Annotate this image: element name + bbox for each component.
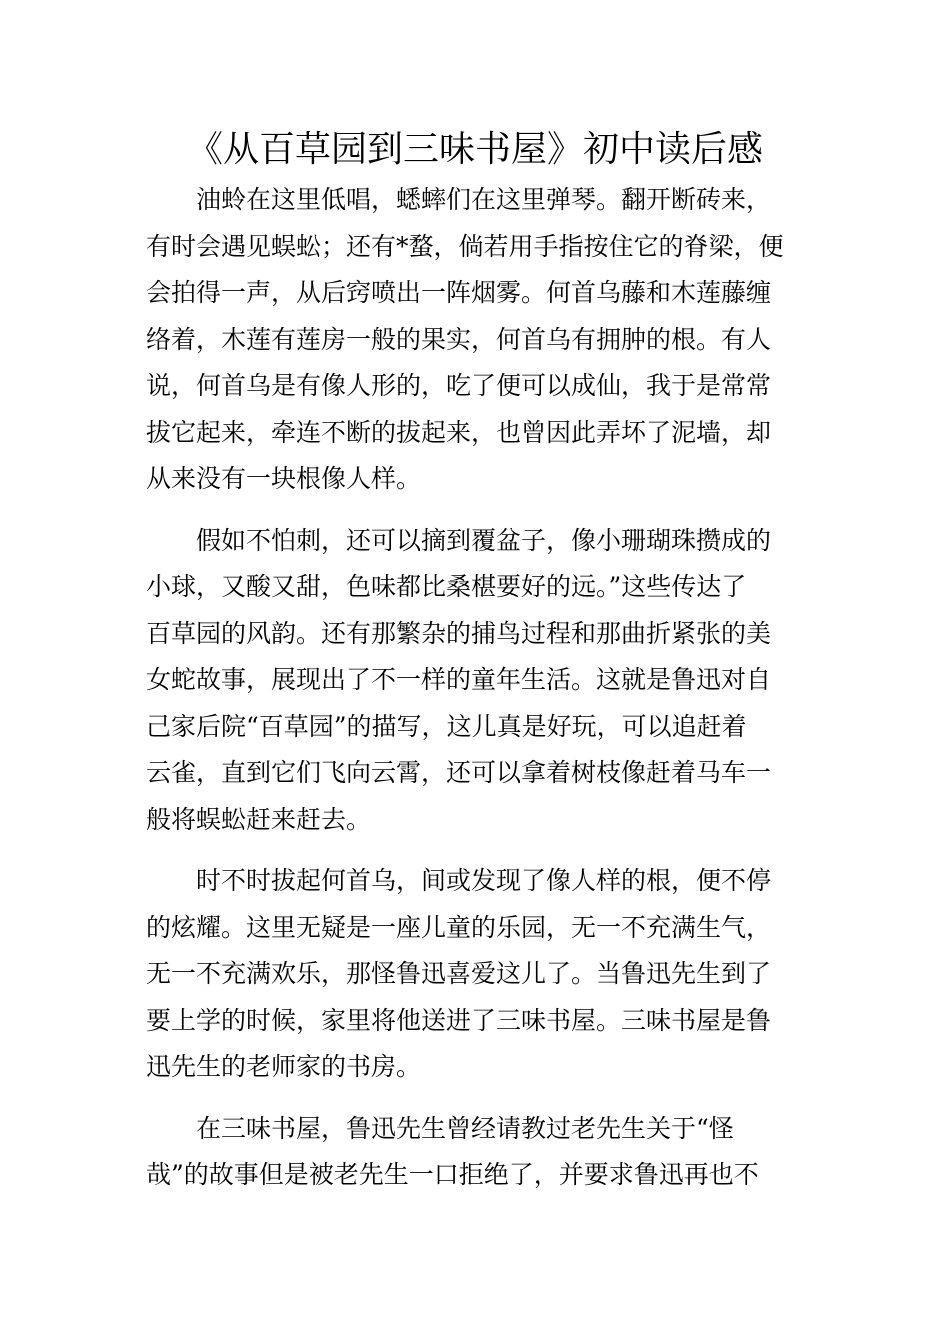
text-line: 会拍得一声，从后窍喷出一阵烟雾。何首乌藤和木莲藤缠 (146, 278, 772, 307)
document-title: 《从百草园到三味书屋》初中读后感 (186, 129, 763, 170)
text-line: 时不时拔起何首乌，间或发现了像人样的根，便不停 (196, 866, 772, 895)
text-line: 在三味书屋，鲁迅先生曾经请教过老先生关于“怪 (196, 1113, 734, 1143)
document-body (146, 177, 806, 1199)
text-line: 有时会遇见蜈蚣；还有*蝥，倘若用手指按住它的脊梁，便 (146, 231, 784, 261)
text-line: 般将蜈蚣赶来赶去。 (146, 804, 372, 834)
paragraph-2 (146, 518, 806, 844)
text-line: 拔它起来，牵连不断的拔起来，也曾因此弄坏了泥墙，却 (146, 417, 772, 447)
text-line: 油蛉在这里低唱，蟋蟀们在这里弹琴。翻开断砖来， (196, 185, 772, 214)
text-line: 哉”的故事但是被老先生一口拒绝了，并要求鲁迅再也不 (146, 1160, 759, 1189)
paragraph-3 (146, 858, 806, 1091)
paragraph-4 (146, 1106, 806, 1199)
text-line: 百草园的风韵。还有那繁杂的捕鸟过程和那曲折紧张的美 (146, 618, 772, 648)
text-line: 云雀，直到它们飞向云霄，还可以拿着树枝像赶着马车一 (146, 758, 772, 787)
paragraph-1 (146, 177, 806, 503)
text-line: 从来没有一块根像人样。 (146, 464, 422, 493)
text-line: 迅先生的老师家的书房。 (146, 1052, 422, 1081)
text-line: 无一不充满欢乐，那怪鲁迅喜爱这儿了。当鲁迅先生到了 (146, 959, 772, 988)
text-line: 小球，又酸又甜，色味都比桑椹要好的远。”这些传达了 (146, 572, 747, 601)
text-line: 说，何首乌是有像人形的，吃了便可以成仙，我于是常常 (146, 371, 772, 400)
text-line: 的炫耀。这里无疑是一座儿童的乐园，无一不充满生气， (146, 912, 772, 942)
text-line: 要上学的时候，家里将他送进了三味书屋。三味书屋是鲁 (146, 1005, 772, 1035)
text-line: 络着，木莲有莲房一般的果实，何首乌有拥肿的根。有人 (146, 324, 772, 354)
text-line: 女蛇故事，展现出了不一样的童年生活。这就是鲁迅对自 (146, 665, 772, 694)
text-line: 己家后院“百草园”的描写，这儿真是好玩，可以追赶着 (146, 711, 747, 741)
text-line: 假如不怕刺，还可以摘到覆盆子，像小珊瑚珠攒成的 (196, 525, 772, 555)
